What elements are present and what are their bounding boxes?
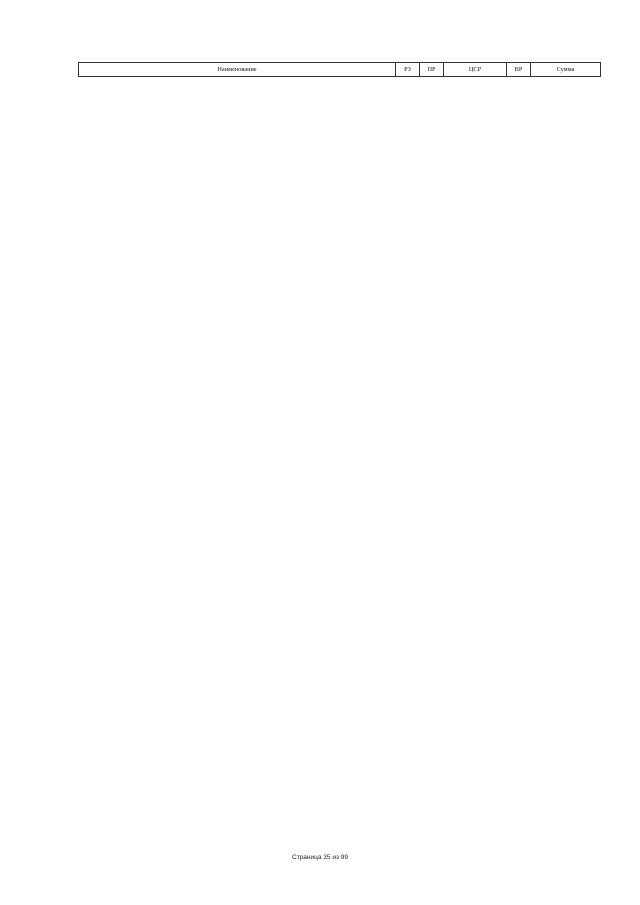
header-rz: РЗ: [396, 63, 420, 77]
header-sum: Сумма: [531, 63, 601, 77]
table-header: [79, 63, 601, 77]
header-pr: ПР: [420, 63, 444, 77]
budget-table: [78, 62, 601, 77]
header-vr: ВР: [507, 63, 531, 77]
header-name: Наименование: [79, 63, 396, 77]
page-number: Страница 35 из 99: [292, 854, 348, 861]
budget-table-sheet: [78, 62, 600, 77]
header-csr: ЦСР: [444, 63, 507, 77]
